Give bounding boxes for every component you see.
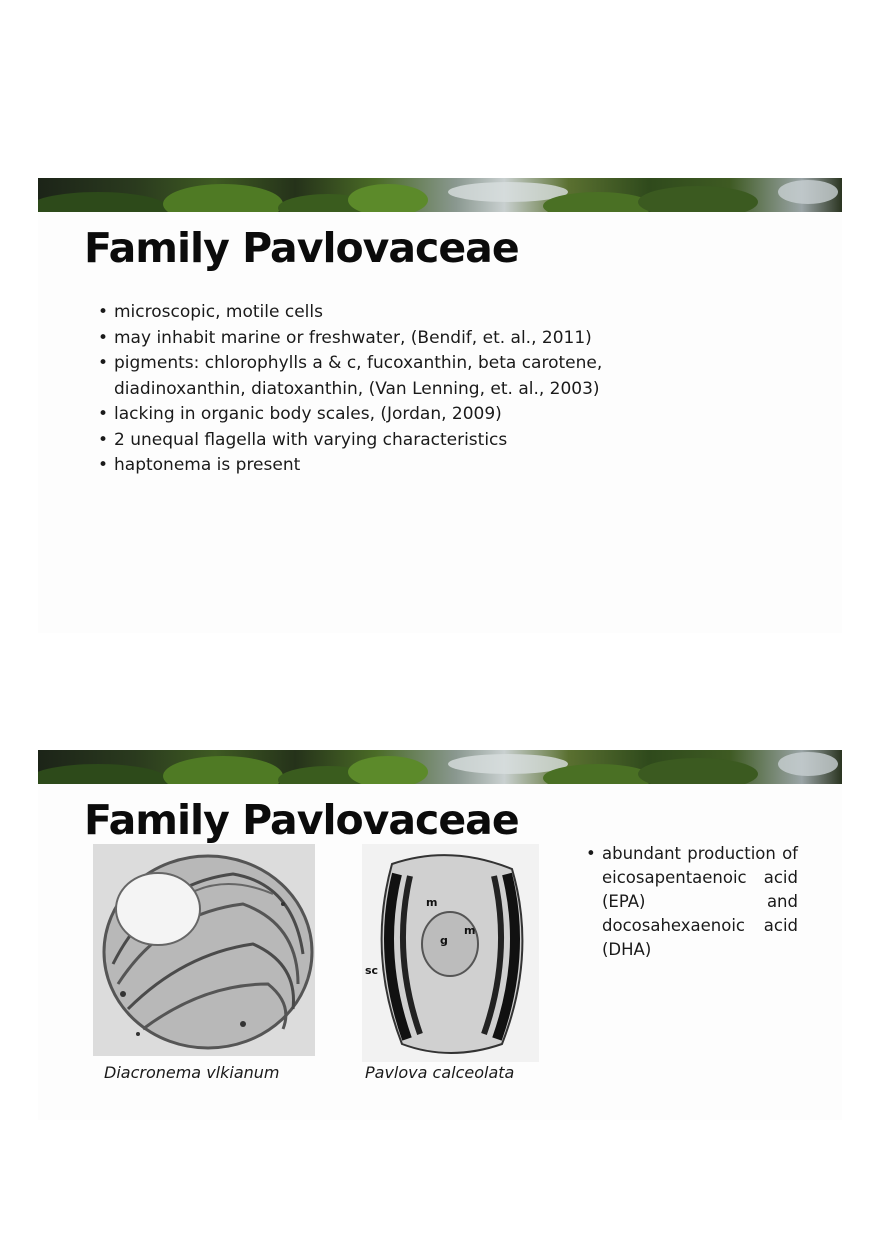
bullet-icon: • [98, 302, 109, 322]
image-caption: Diacronema vlkianum [104, 1063, 280, 1082]
bullet-icon: • [98, 404, 109, 424]
image-label: g [440, 934, 448, 947]
bullet-list [586, 842, 798, 962]
slide-1 [38, 178, 842, 633]
list-item: • microscopic, motile cells [98, 300, 738, 326]
bullet-list [98, 300, 738, 479]
micrograph-pavlova-image [362, 844, 539, 1062]
moss-banner-image [38, 178, 842, 212]
bullet-icon: • [586, 844, 596, 863]
slide-title: Family Pavlovaceae [84, 224, 519, 272]
slide-title: Family Pavlovaceae [84, 796, 519, 844]
list-item: • abundant production of eicosapentaenoic acid (EPA) and docosahexaenoic acid (DHA) [586, 844, 798, 959]
image-caption: Pavlova calceolata [365, 1063, 515, 1082]
bullet-icon: • [98, 455, 109, 475]
bullet-icon: • [98, 353, 109, 373]
list-item: • lacking in organic body scales, (Jordan, 2009) [98, 402, 738, 428]
list-item: • 2 unequal flagella with varying characteristics [98, 428, 738, 454]
list-item: • haptonema is present [98, 453, 738, 479]
list-item: • pigments: chlorophylls a & c, fucoxanthin, beta carotene, diadinoxanthin, diatoxanthin, (Van Lenning, et. al., 2003) [98, 353, 603, 399]
list-item: • may inhabit marine or freshwater, (Bendif, et. al., 2011) [98, 326, 738, 352]
image-label: m [464, 924, 476, 937]
image-label: sc [365, 964, 379, 977]
micrograph-diacronema-image [93, 844, 315, 1056]
bullet-icon: • [98, 429, 109, 450]
image-label: m [426, 896, 438, 909]
slide-2 [38, 750, 842, 1120]
moss-banner-image [38, 750, 842, 784]
bullet-icon: • [98, 327, 109, 348]
